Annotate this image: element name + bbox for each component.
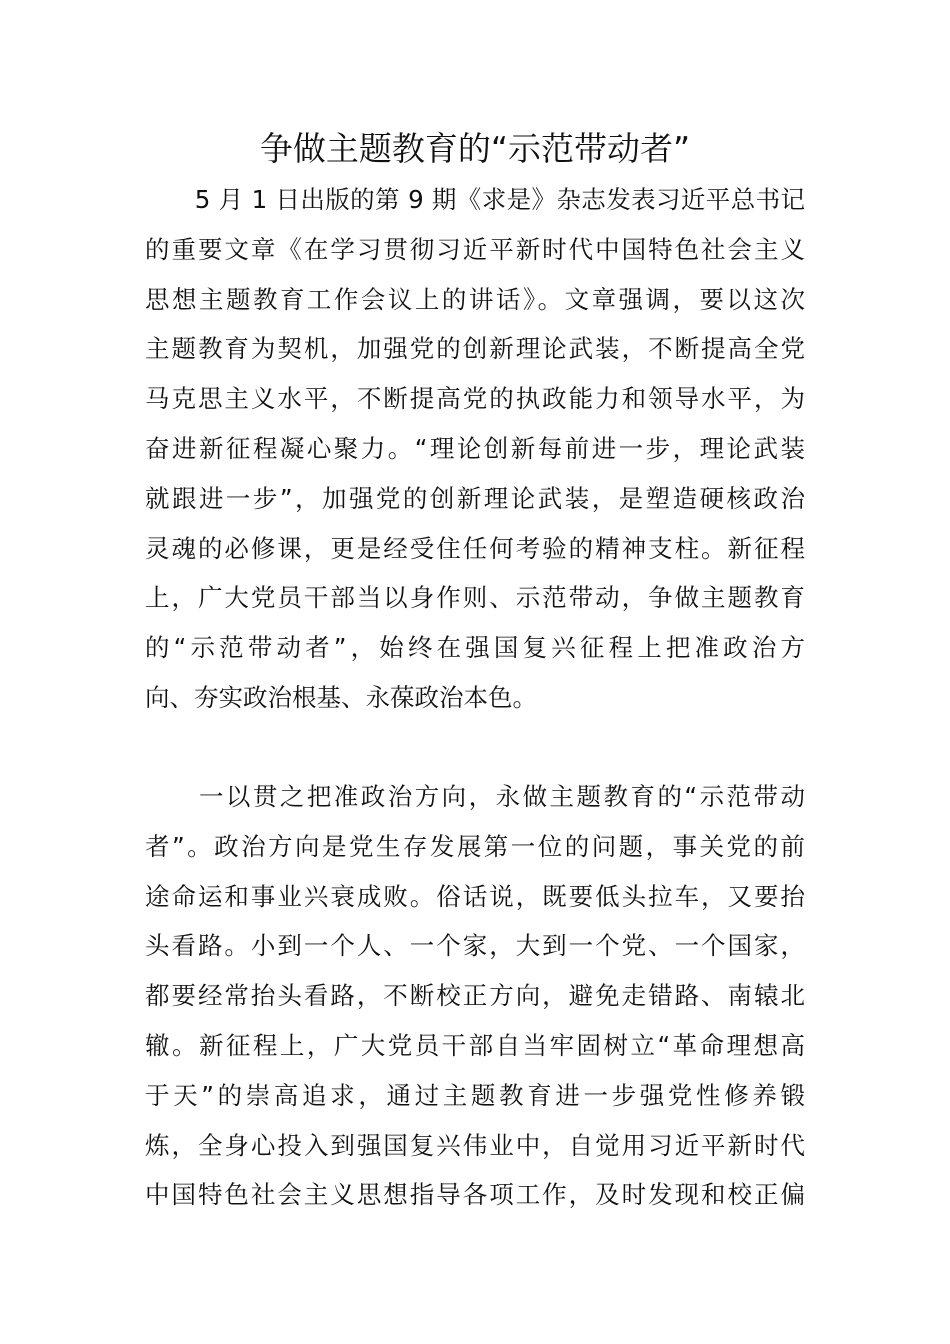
text-line: 5 月 1 日出版的第 9 期《求是》杂志发表习近平总书记 xyxy=(145,185,805,214)
text-line: 灵魂的必修课，更是经受住任何考验的精神支柱。新征程 xyxy=(145,533,805,563)
text-line: 上，广大党员干部当以身作则、示范带动，争做主题教育 xyxy=(145,583,805,613)
text-line: 一以贯之把准政治方向，永做主题教育的“示范带动 xyxy=(145,782,805,811)
text-line: 马克思主义水平，不断提高党的执政能力和领导水平，为 xyxy=(145,384,805,414)
text-line: 途命运和事业兴衰成败。俗话说，既要低头拉车，又要抬 xyxy=(145,881,805,911)
text-line: 头看路。小到一个人、一个家，大到一个党、一个国家， xyxy=(145,931,805,961)
text-line: 向、夯实政治根基、永葆政治本色。 xyxy=(145,682,537,712)
text-line: 者”。政治方向是党生存发展第一位的问题，事关党的前 xyxy=(145,831,805,861)
text-line: 奋进新征程凝心聚力。“理论创新每前进一步，理论武装 xyxy=(145,433,805,463)
paragraph-2 xyxy=(145,772,805,1220)
text-line: 的重要文章《在学习贯彻习近平新时代中国特色社会主义 xyxy=(145,234,805,264)
paragraph-1 xyxy=(145,175,805,723)
text-line: 思想主题教育工作会议上的讲话》。文章强调，要以这次 xyxy=(145,284,805,314)
text-line: 就跟进一步”，加强党的创新理论武装，是塑造硬核政治 xyxy=(145,483,805,513)
text-line: 都要经常抬头看路，不断校正方向，避免走错路、南辕北 xyxy=(145,981,805,1011)
text-line: 炼，全身心投入到强国复兴伟业中，自觉用习近平新时代 xyxy=(145,1130,805,1160)
text-line: 主题教育为契机，加强党的创新理论武装，不断提高全党 xyxy=(145,334,805,364)
text-line: 中国特色社会主义思想指导各项工作，及时发现和校正偏 xyxy=(145,1180,805,1210)
document-title: 争做主题教育的“示范带动者” xyxy=(259,129,691,168)
text-line: 辙。新征程上，广大党员干部自当牢固树立“革命理想高 xyxy=(145,1030,805,1060)
text-line: 于天”的崇高追求，通过主题教育进一步强党性修养锻 xyxy=(145,1080,805,1110)
text-line: 的“示范带动者”，始终在强国复兴征程上把准政治方 xyxy=(145,633,805,663)
